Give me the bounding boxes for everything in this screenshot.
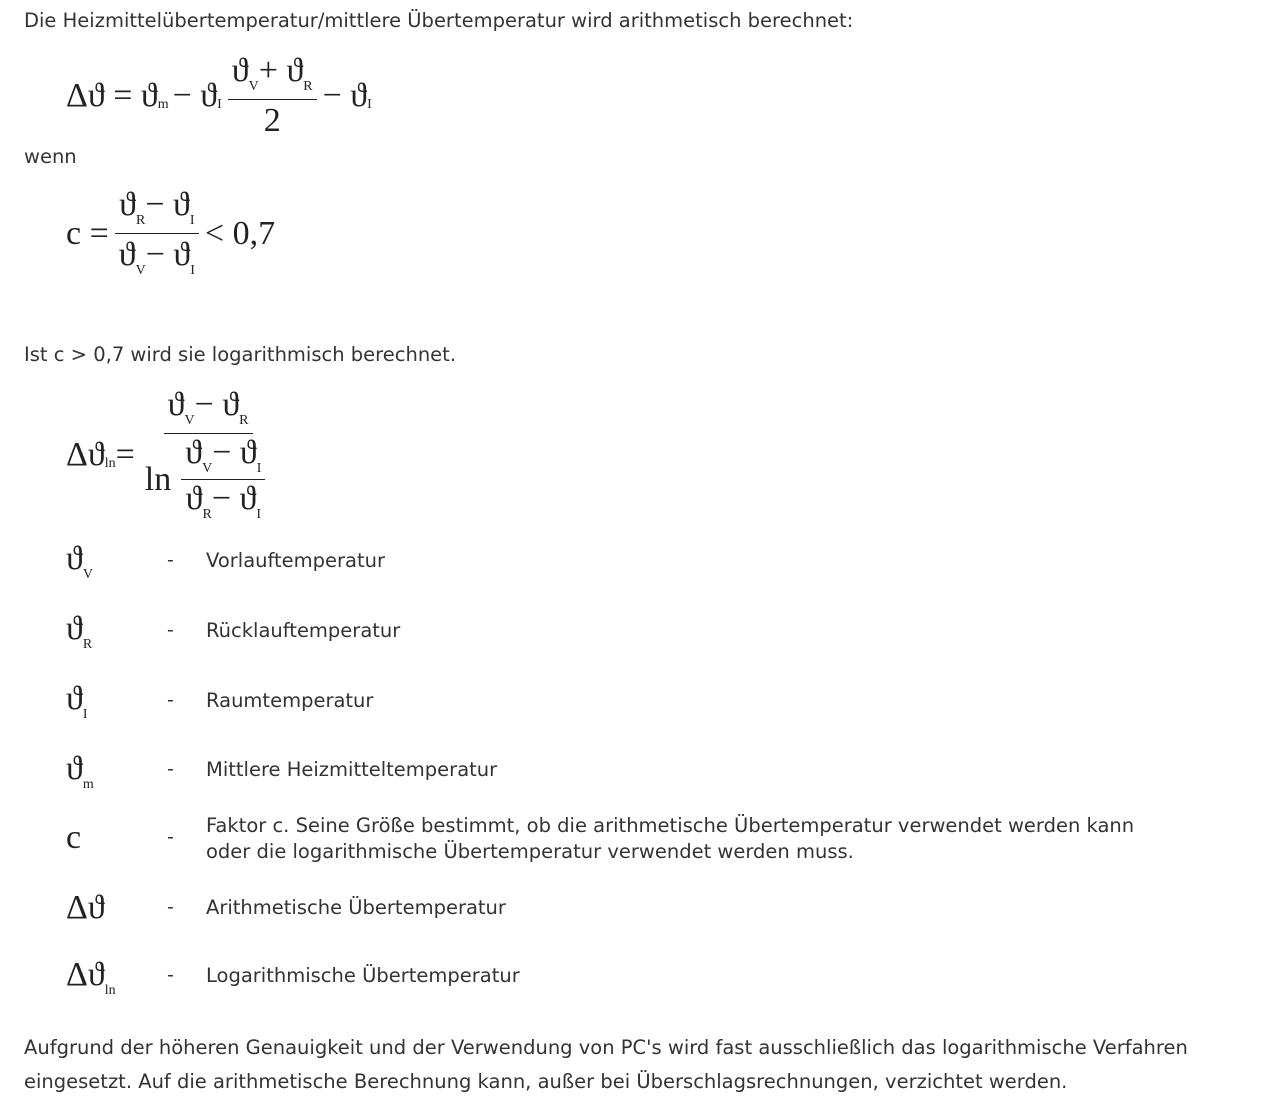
formula3-inner-sub-v: V	[202, 461, 213, 476]
legend-symbol-delta-ln: $\Delta ϑ_{ln}$	[66, 956, 116, 998]
formula3-inner-sub-r: R	[202, 507, 212, 522]
legend-text-logarithmisch: Logarithmische Übertemperatur	[206, 964, 520, 987]
legend-symbol-m: $ϑ_m$	[66, 750, 94, 792]
legend-text-mittlere: Mittlere Heizmitteltemperatur	[206, 758, 498, 781]
formula2-fraction	[115, 186, 199, 281]
formula3-sub-r: R	[239, 413, 249, 428]
formula3-sub-ln: ln	[104, 455, 116, 471]
legend-text-arithmetisch: Arithmetische Übertemperatur	[206, 896, 506, 919]
formula-arithmetic	[66, 52, 372, 140]
formula1-sub-r: R	[303, 79, 313, 94]
formula1-sub-i2: I	[367, 97, 372, 112]
formula2-num-theta: ϑ	[119, 186, 136, 223]
legend-dash: -	[167, 826, 174, 848]
formula3-sub-v: V	[184, 413, 195, 428]
legend-dash: -	[167, 549, 174, 571]
legend-symbol-v: $ϑ_V$	[66, 540, 93, 582]
formula1-fraction	[228, 52, 317, 140]
formula3-inner-num-minus: − ϑ	[212, 434, 257, 471]
formula1-denominator: 2	[263, 102, 281, 139]
legend-symbol-delta: Δϑ	[66, 889, 105, 926]
formula2-den-minus: − ϑ	[145, 236, 191, 273]
legend-symbol-c: c	[66, 819, 82, 856]
formula-logarithmic	[66, 386, 281, 523]
legend-text-faktor: Faktor c. Seine Größe bestimmt, ob die arithmetische Übertemperatur verwendet werden kann oder die logarithmische Übertemperatur verwendet werden muss.	[206, 814, 1135, 863]
formula3-inner-sub-i: I	[256, 461, 262, 476]
formula2-compare: < 0,7	[204, 214, 276, 252]
formula3-delta: Δϑ	[66, 435, 105, 473]
formula1-sub-i: I	[217, 97, 222, 112]
formula2-sub-r: R	[136, 213, 146, 228]
formula2-sub-i2: I	[190, 263, 195, 278]
formula2-den-theta: ϑ	[118, 236, 136, 273]
formula1-tail: − ϑ	[322, 77, 368, 114]
log-intro-paragraph: Ist c > 0,7 wird sie logarithmisch berechnet.	[24, 343, 457, 366]
formula2-sub-v: V	[135, 263, 146, 278]
formula1-minus: − ϑ	[172, 77, 218, 114]
legend-dash: -	[167, 689, 174, 711]
formula3-fraction	[141, 386, 276, 523]
formula1-delta: Δϑ = ϑ	[66, 77, 158, 114]
formula-factor-c	[66, 186, 275, 281]
formula2-sub-i: I	[189, 213, 195, 228]
legend-symbol-r: $ϑ_R$	[66, 610, 93, 652]
legend-dash: -	[167, 896, 174, 918]
intro-paragraph: Die Heizmittelübertemperatur/mittlere Übertemperatur wird arithmetisch berechnet:	[24, 9, 854, 32]
closing-paragraph-line2: eingesetzt. Auf die arithmetische Berechnung kann, außer bei Überschlagsrechnungen, verzichtet werden.	[24, 1070, 1068, 1093]
legend-text-vorlauf: Vorlauftemperatur	[206, 549, 386, 572]
legend-dash: -	[167, 619, 174, 641]
formula1-plus: + ϑ	[258, 52, 304, 89]
formula3-ln: ln	[144, 460, 172, 498]
legend-text-raum: Raumtemperatur	[206, 689, 374, 712]
formula3-num-theta: ϑ	[167, 386, 185, 423]
formula3-num-minus: − ϑ	[194, 386, 240, 423]
formula3-inner-sub-i2: I	[256, 507, 261, 522]
formula2-c: c =	[66, 214, 109, 252]
formula3-inner-fraction	[181, 436, 265, 523]
legend-dash: -	[167, 964, 174, 986]
legend-dash: -	[167, 758, 174, 780]
formula1-sub-v: V	[248, 79, 259, 94]
formula1-num-theta: ϑ	[231, 52, 249, 89]
formula1-sub-m: m	[157, 97, 169, 112]
formula3-inner-den-minus: − ϑ	[211, 480, 257, 517]
closing-paragraph-line1: Aufgrund der höheren Genauigkeit und der Verwendung von PC's wird fast ausschließlich das logarithmische Verfahren	[24, 1036, 1188, 1059]
legend-symbol-i: $ϑ_I$	[66, 680, 88, 722]
formula2-num-minus: − ϑ	[145, 186, 190, 223]
formula3-equals: =	[115, 435, 135, 473]
wenn-label: wenn	[24, 145, 77, 168]
legend-text-ruecklauf: Rücklauftemperatur	[206, 619, 401, 642]
formula3-inner-num-theta: ϑ	[185, 434, 203, 471]
formula3-inner-den-theta: ϑ	[185, 480, 203, 517]
